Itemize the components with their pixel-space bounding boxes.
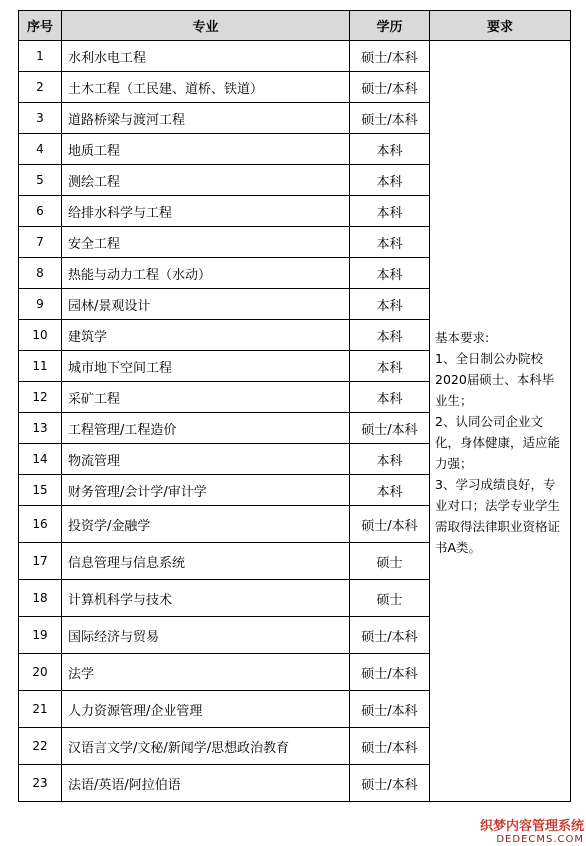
header-number: 序号 [19,11,62,41]
row-degree: 硕士/本科 [350,413,430,444]
row-degree: 硕士/本科 [350,103,430,134]
row-number: 23 [19,765,62,802]
row-number: 6 [19,196,62,227]
requirements-text: 基本要求: 1、全日制公办院校2020届硕士、本科毕业生； 2、认同公司企业文化，身体健康，适应能力强； 3、学习成绩良好，专业对口；法学专业学生需取得法律职业资格证书A类。 [435,330,561,555]
row-major: 地质工程 [62,134,350,165]
row-major: 国际经济与贸易 [62,617,350,654]
row-number: 20 [19,654,62,691]
row-number: 9 [19,289,62,320]
row-major: 财务管理/会计学/审计学 [62,475,350,506]
row-number: 17 [19,543,62,580]
row-number: 13 [19,413,62,444]
row-number: 18 [19,580,62,617]
row-number: 16 [19,506,62,543]
row-degree: 本科 [350,134,430,165]
row-number: 1 [19,41,62,72]
row-degree: 硕士/本科 [350,72,430,103]
row-degree: 本科 [350,382,430,413]
row-major: 城市地下空间工程 [62,351,350,382]
row-degree: 硕士 [350,580,430,617]
row-degree: 本科 [350,444,430,475]
row-number: 14 [19,444,62,475]
row-major: 计算机科学与技术 [62,580,350,617]
row-degree: 硕士 [350,543,430,580]
header-major: 专业 [62,11,350,41]
header-degree: 学历 [350,11,430,41]
row-degree: 硕士/本科 [350,728,430,765]
row-number: 7 [19,227,62,258]
row-degree: 硕士/本科 [350,41,430,72]
requirements-cell [430,41,571,802]
row-major: 物流管理 [62,444,350,475]
row-degree: 硕士/本科 [350,617,430,654]
row-major: 采矿工程 [62,382,350,413]
row-degree: 本科 [350,289,430,320]
row-degree: 本科 [350,258,430,289]
row-number: 3 [19,103,62,134]
row-major: 土木工程（工民建、道桥、铁道） [62,72,350,103]
row-number: 4 [19,134,62,165]
row-number: 19 [19,617,62,654]
row-major: 水利水电工程 [62,41,350,72]
row-number: 11 [19,351,62,382]
row-major: 法学 [62,654,350,691]
table-header-row [19,11,571,41]
row-major: 安全工程 [62,227,350,258]
header-requirements: 要求 [430,11,571,41]
row-degree: 硕士/本科 [350,654,430,691]
row-degree: 硕士/本科 [350,691,430,728]
row-number: 21 [19,691,62,728]
row-major: 道路桥梁与渡河工程 [62,103,350,134]
table-row [19,41,571,72]
row-degree: 硕士/本科 [350,506,430,543]
row-number: 5 [19,165,62,196]
row-degree: 本科 [350,165,430,196]
watermark-url: DEDECMS.COM [496,834,584,845]
row-major: 汉语言文学/文秘/新闻学/思想政治教育 [62,728,350,765]
row-degree: 本科 [350,196,430,227]
row-number: 8 [19,258,62,289]
row-degree: 本科 [350,227,430,258]
row-major: 给排水科学与工程 [62,196,350,227]
row-number: 12 [19,382,62,413]
row-major: 人力资源管理/企业管理 [62,691,350,728]
row-major: 园林/景观设计 [62,289,350,320]
row-degree: 本科 [350,351,430,382]
row-degree: 硕士/本科 [350,765,430,802]
row-number: 2 [19,72,62,103]
row-degree: 本科 [350,475,430,506]
row-number: 15 [19,475,62,506]
row-degree: 本科 [350,320,430,351]
row-major: 建筑学 [62,320,350,351]
row-major: 信息管理与信息系统 [62,543,350,580]
row-major: 法语/英语/阿拉伯语 [62,765,350,802]
row-number: 22 [19,728,62,765]
row-major: 测绘工程 [62,165,350,196]
row-number: 10 [19,320,62,351]
row-major: 投资学/金融学 [62,506,350,543]
row-major: 工程管理/工程造价 [62,413,350,444]
watermark [480,819,584,846]
watermark-title: 织梦内容管理系统 [479,819,584,834]
row-major: 热能与动力工程（水动） [62,258,350,289]
majors-table [18,10,571,802]
